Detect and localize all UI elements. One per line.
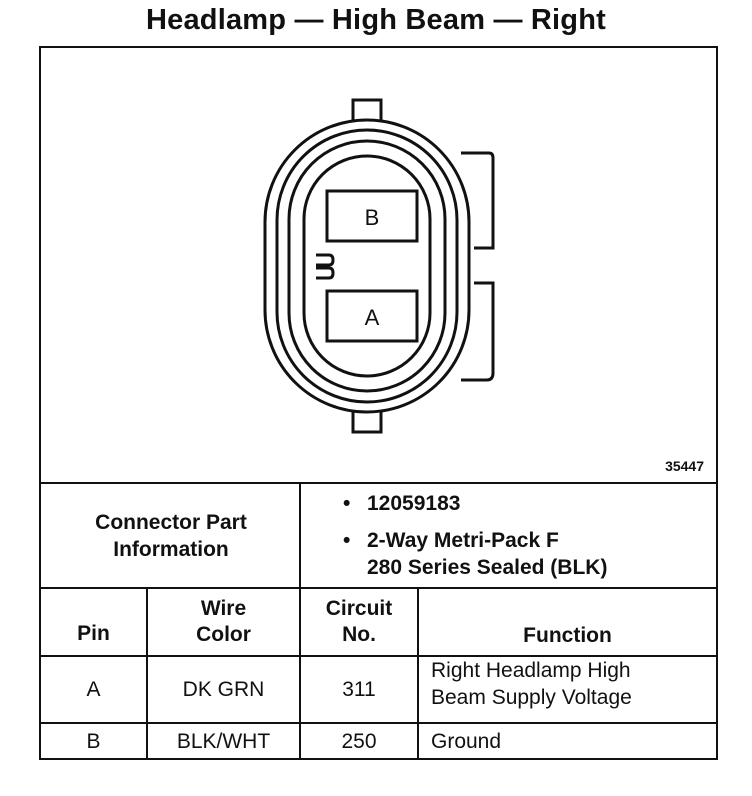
connector-info-item — [343, 490, 607, 517]
connector-info-list — [343, 490, 607, 581]
connector-info-item — [343, 527, 607, 581]
bullet-icon: • — [343, 492, 351, 515]
header-circuit-no: Circuit No. — [325, 597, 393, 646]
part-number: 12059183 — [367, 492, 461, 515]
header-function: Function — [523, 624, 612, 647]
connector-type-line1: 2-Way Metri-Pack F — [367, 529, 559, 552]
connector-type-line2: 280 Series Sealed (BLK) — [367, 556, 608, 579]
row-b-wire-color: BLK/WHT — [176, 730, 271, 753]
connector-face-drawing — [41, 48, 716, 482]
cavity-label-b: B — [364, 205, 380, 230]
row-a-wire-color: DK GRN — [182, 677, 265, 701]
row-a-pin: A — [86, 677, 101, 701]
figure-number: 35447 — [665, 458, 704, 474]
bullet-icon: • — [343, 529, 351, 552]
connector-info-label-line2: Information — [113, 538, 229, 561]
row-b-circuit: 250 — [341, 730, 377, 753]
header-pin: Pin — [77, 622, 110, 645]
connector-info-label-line1: Connector Part — [95, 511, 247, 534]
row-a-function: Right Headlamp High Beam Supply Voltage — [431, 659, 632, 709]
row-b-function: Ground — [431, 730, 502, 753]
connector-info-label — [41, 484, 301, 588]
connector-diagram — [41, 48, 716, 482]
row-b-pin: B — [86, 730, 101, 753]
row-a-circuit: 311 — [342, 677, 376, 701]
header-wire-color: Wire Color — [196, 597, 251, 646]
page-title: Headlamp — High Beam — Right — [146, 4, 606, 36]
cavity-label-a: A — [364, 305, 380, 330]
